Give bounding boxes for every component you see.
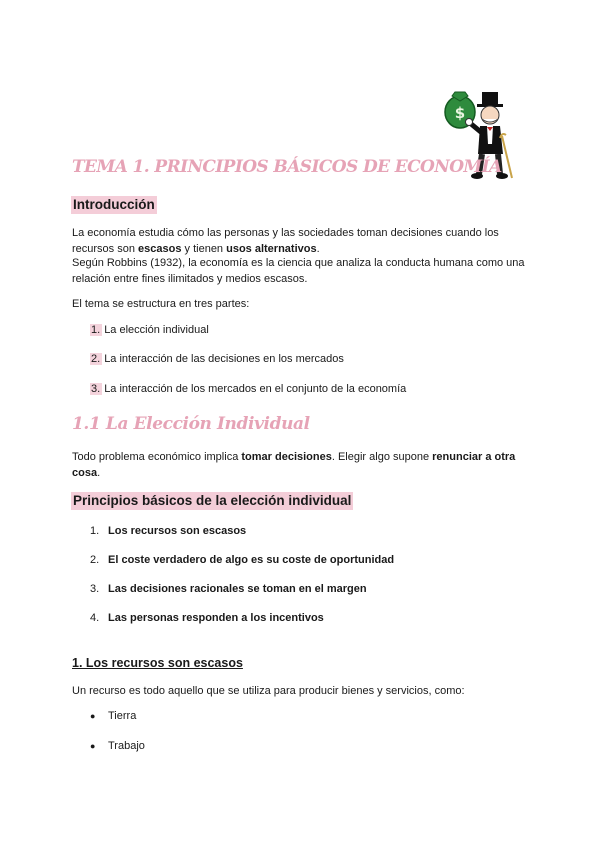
- bullet-text: Trabajo: [108, 740, 145, 752]
- subsection-heading: 1. Los recursos son escasos: [72, 656, 243, 670]
- principle-item: [90, 612, 324, 624]
- principle-text: Las personas responden a los incentivos: [108, 612, 324, 624]
- intro-heading: Introducción: [73, 197, 155, 212]
- section-p-c: . Elegir algo supone: [331, 451, 433, 463]
- list-text: La interacción de las decisiones en los mercados: [104, 353, 344, 365]
- bullet-item: [90, 740, 145, 752]
- list-item: [90, 383, 406, 395]
- principle-number: 1.: [90, 525, 100, 537]
- section-p-renunciar: renunciar a otra cosa: [72, 451, 516, 479]
- bullet-item: [90, 710, 136, 722]
- principle-number: 2.: [90, 554, 100, 566]
- intro-p1-a: La economía estudia cómo las personas y las sociedades toman decisiones cuando los recursos son: [72, 227, 499, 255]
- principios-heading: Principios básicos de la elección individual: [73, 493, 352, 508]
- bullet-text: Tierra: [108, 710, 137, 722]
- intro-p1-escasos: escasos: [138, 242, 182, 255]
- robbins-paragraph: Según Robbins (1932), la economía es la ciencia que analiza la conducta humana como una relación entre fines ilimitados y medios escasos.: [72, 257, 525, 285]
- section-p-e: .: [97, 466, 101, 479]
- principle-number: 4.: [90, 612, 100, 624]
- bag-symbol: $: [454, 104, 466, 122]
- principle-item: [90, 525, 246, 537]
- intro-p1-e: .: [316, 242, 320, 255]
- intro-p1-c: y tienen: [181, 242, 227, 255]
- list-text: La elección individual: [104, 324, 209, 336]
- section-paragraph: [72, 450, 532, 481]
- intro-paragraph: [72, 226, 532, 257]
- page-title: TEMA 1. PRINCIPIOS BÁSICOS DE ECONOMÍA: [72, 157, 502, 177]
- bullet-icon: ●: [90, 741, 96, 751]
- section-p-tomar: tomar decisiones: [241, 451, 332, 463]
- list-item: [90, 353, 344, 365]
- list-item: [90, 324, 209, 336]
- section-p-a: Todo problema económico implica: [72, 451, 242, 463]
- principle-item: [90, 583, 367, 595]
- principle-text: Los recursos son escasos: [108, 525, 247, 537]
- list-number: 3.: [91, 383, 101, 395]
- principle-text: El coste verdadero de algo es su coste de oportunidad: [108, 554, 395, 566]
- structure-paragraph: El tema se estructura en tres partes:: [72, 298, 250, 310]
- section-title: 1.1 La Elección Individual: [72, 414, 310, 434]
- list-number: 1.: [91, 324, 101, 336]
- recursos-paragraph: Un recurso es todo aquello que se utiliza para producir bienes y servicios, como:: [72, 685, 465, 697]
- principle-number: 3.: [90, 583, 100, 595]
- principle-text: Las decisiones racionales se toman en el margen: [108, 583, 367, 595]
- bullet-icon: ●: [90, 711, 96, 721]
- list-number: 2.: [91, 353, 101, 365]
- intro-p1-usos: usos alternativos: [226, 242, 317, 255]
- principle-item: [90, 554, 394, 566]
- list-text: La interacción de los mercados en el conjunto de la economía: [104, 383, 407, 395]
